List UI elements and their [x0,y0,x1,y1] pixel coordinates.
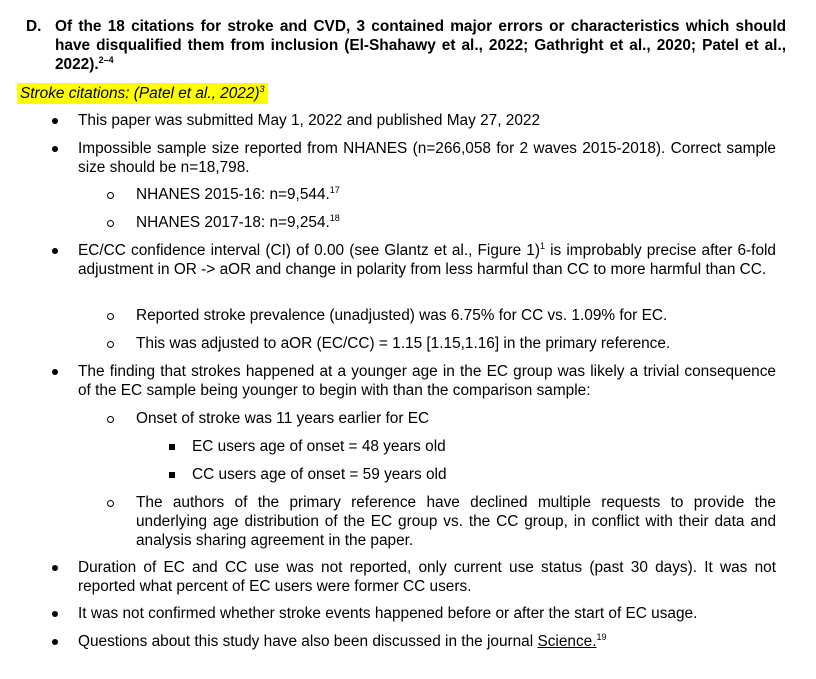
bullet-disc-icon [52,369,58,375]
citation-sup: 18 [329,212,340,223]
list-item: It was not confirmed whether stroke events happened before or after the start of EC usage. [52,604,776,623]
bullet-disc-icon [52,118,58,124]
citation-sup: 1 [539,240,545,251]
bullet-disc-icon [52,248,58,254]
list-item: Impossible sample size reported from NHANES (n=266,058 for 2 waves 2015-2018). Correct sample size should be n=18,798. [52,139,776,177]
list-item: NHANES 2015-16: n=9,544.17 [107,185,776,204]
list-item: Questions about this study have also been discussed in the journal Science.$^{19}$ [52,632,776,651]
bullet-circle-icon [107,313,114,320]
section-letter: D. [26,18,42,35]
citation-sup: 17 [329,184,340,195]
list-item: Reported stroke prevalence (unadjusted) was 6.75% for CC vs. 1.09% for EC. [107,306,776,325]
bullet-square-icon [169,444,175,450]
list-item: The authors of the primary reference have declined multiple requests to provide the underlying age distribution of the EC group vs. the CC group, in conflict with their data and analysis sharing agreement in the paper. [107,493,776,550]
list-item: NHANES 2017-18: n=9,254.18 [107,213,776,232]
section-heading-text: Of the 18 citations for stroke and CVD, 3 contained major errors or characteristics which should have disqualified them from inclusion (El-Shahawy et al., 2022; Gathright et al., 2020; Patel et al., 2022).$^{2-4}$ [55,18,786,73]
list-item: EC/CC confidence interval (CI) of 0.00 (see Glantz et al., Figure 1)$^1$ is improbably precise after 6-fold adjustment in OR -> aOR and change in polarity from less harmful than CC to more harmful than CC. [52,241,776,279]
list-item: The finding that strokes happened at a younger age in the EC group was likely a trivial consequence of the EC sample being younger to begin with than the comparison sample: [52,362,776,400]
list-item: This was adjusted to aOR (EC/CC) = 1.15 [1.15,1.16] in the primary reference. [107,334,776,353]
citation-sup: 19 [596,631,607,642]
list-item: This paper was submitted May 1, 2022 and published May 27, 2022 [52,111,776,130]
bullet-disc-icon [52,611,58,617]
stroke-citations-subheading: Stroke citations: (Patel et al., 2022)$^3$ [17,83,268,104]
citation-sup: 3 [259,83,265,94]
citation-sup: 2–4 [98,54,114,65]
bullet-square-icon [169,472,175,478]
list-item: Onset of stroke was 11 years earlier for EC [107,409,776,428]
bullet-circle-icon [107,192,114,199]
bullet-disc-icon [52,639,58,645]
section-heading [26,17,786,74]
list-item: Duration of EC and CC use was not reported, only current use status (past 30 days). It was not reported what percent of EC users were former CC users. [52,558,776,596]
science-journal-link[interactable]: Science. [537,633,597,650]
bullet-disc-icon [52,146,58,152]
bullet-disc-icon [52,565,58,571]
bullet-circle-icon [107,500,114,507]
list-item: CC users age of onset = 59 years old [169,465,769,484]
list-item: EC users age of onset = 48 years old [169,437,769,456]
bullet-circle-icon [107,416,114,423]
bullet-circle-icon [107,220,114,227]
bullet-circle-icon [107,341,114,348]
